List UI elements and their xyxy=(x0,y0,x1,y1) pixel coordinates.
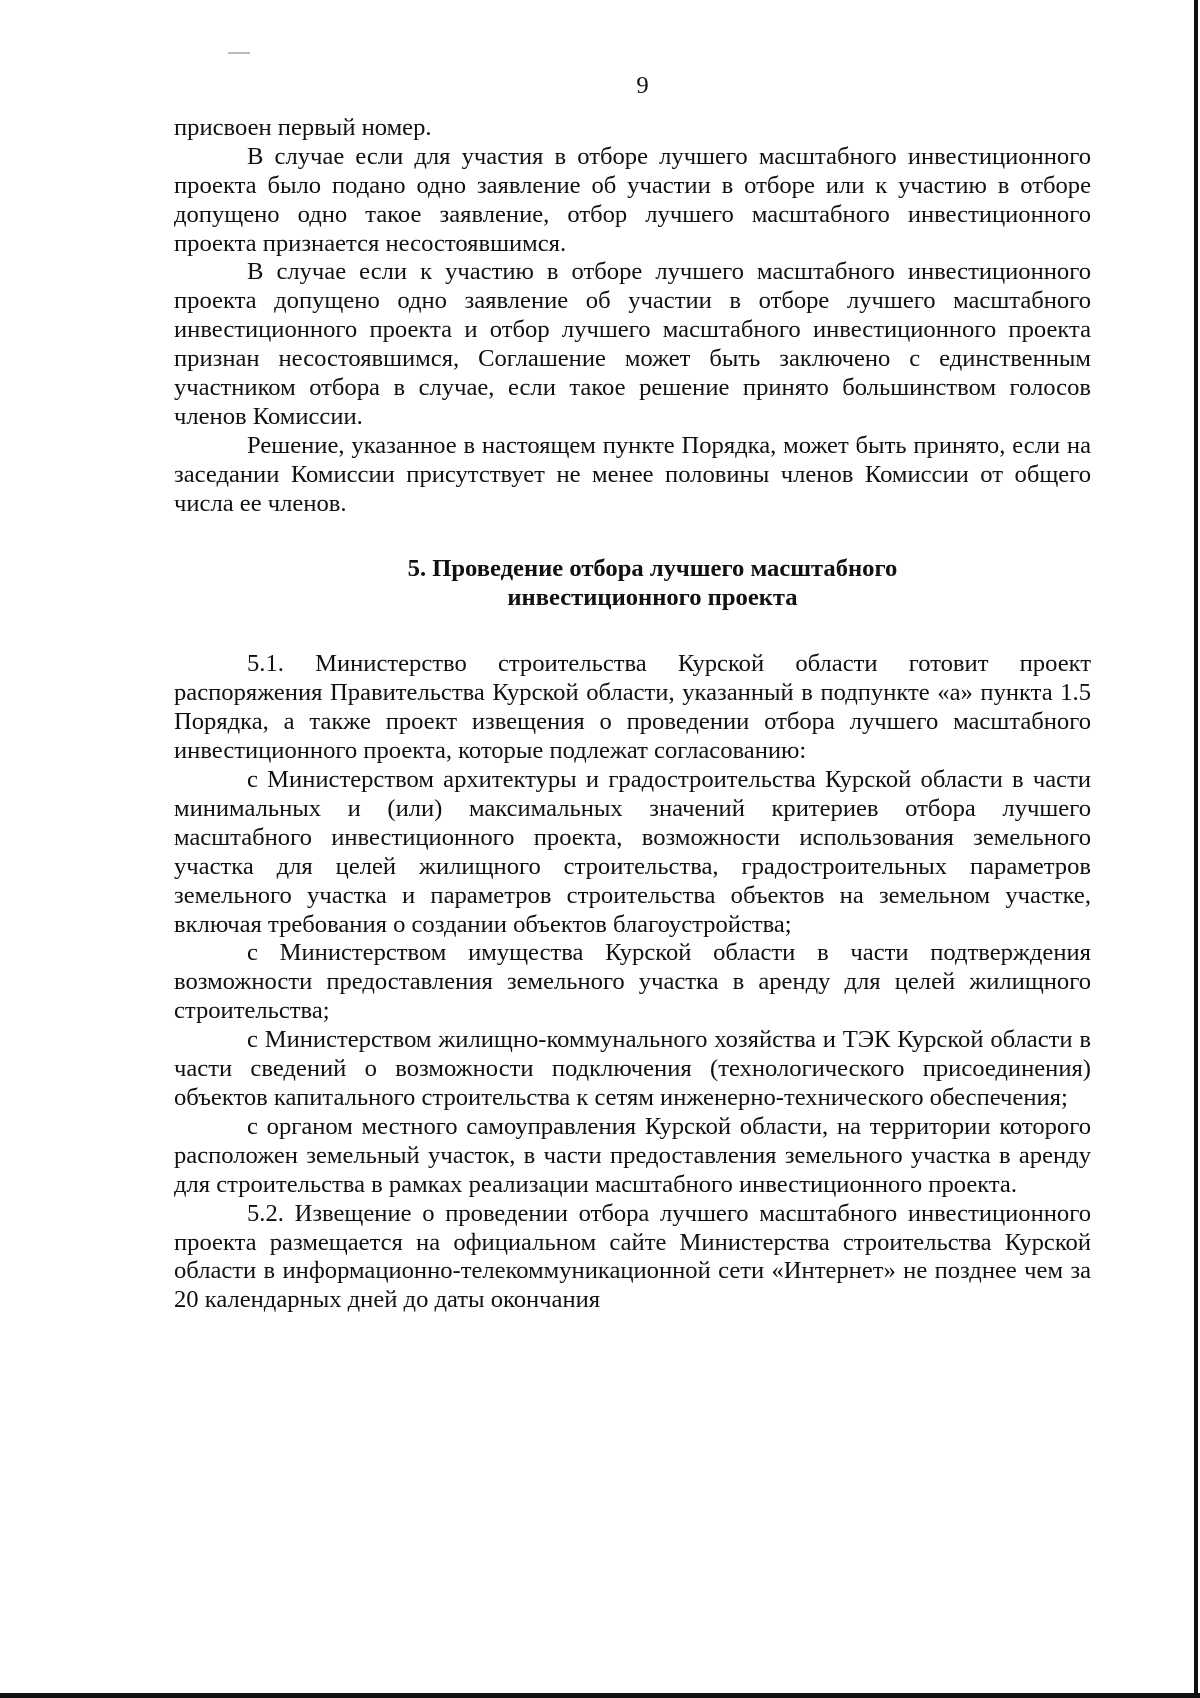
paragraph: с Министерством имущества Курской области в части подтверждения возможности предоставления земельного участка в аренду для целей жилищного строительства; xyxy=(174,939,1091,1025)
page-number: 9 xyxy=(636,72,649,99)
paragraph: В случае если для участия в отборе лучшего масштабного инвестиционного проекта было подано одно заявление об участии в отборе или к участию в отборе допущено одно такое заявление, отбор лучшего масштабного инвестиционного проекта признается несостоявшимся. xyxy=(174,142,1091,257)
document-body xyxy=(174,72,1091,1315)
paragraph: с Министерством архитектуры и градостроительства Курской области в части минимальных и (или) максимальных значений критериев отбора лучшего масштабного инвестиционного проекта, возможности использования земельного участка для целей жилищного строительства, градостроительных параметров земельного участка и параметров строительства объектов на земельном участке, включая требования о создании объектов благоустройства; xyxy=(174,766,1091,938)
paragraph: 5.2. Извещение о проведении отбора лучшего масштабного инвестиционного проекта размещается на официальном сайте Министерства строительства Курской области в информационно-телекоммуникационной сети «Интернет» не позднее чем за 20 календарных дней до даты окончания xyxy=(174,1199,1091,1314)
section-heading-line: 5. Проведение отбора лучшего масштабного xyxy=(407,554,898,582)
section-heading-line: инвестиционного проекта xyxy=(507,583,798,611)
paragraph: Решение, указанное в настоящем пункте Порядка, может быть принято, если на заседании Комиссии присутствует не менее половины членов Комиссии от общего числа ее членов. xyxy=(174,431,1091,517)
scan-speck xyxy=(228,52,250,54)
paragraph: с органом местного самоуправления Курской области, на территории которого расположен земельный участок, в части предоставления земельного участка в аренду для строительства в рамках реализации масштабного инвестиционного проекта. xyxy=(174,1112,1091,1198)
scan-edge-bottom xyxy=(0,1693,1200,1698)
scan-edge-right xyxy=(1194,0,1198,1698)
paragraph: с Министерством жилищно-коммунального хозяйства и ТЭК Курской области в части сведений о возможности подключения (технологического присоединения) объектов капитального строительства к сетям инженерно-технического обеспечения; xyxy=(174,1026,1091,1111)
paragraph: присвоен первый номер. xyxy=(174,113,432,141)
section-heading xyxy=(174,555,1091,613)
paragraph: 5.1. Министерство строительства Курской области готовит проект распоряжения Правительства Курской области, указанный в подпункте «а» пункта 1.5 Порядка, а также проект извещения о проведении отбора лучшего масштабного инвестиционного проекта, которые подлежат согласованию: xyxy=(174,650,1091,765)
paragraph: В случае если к участию в отборе лучшего масштабного инвестиционного проекта допущено одно заявление об участии в отборе лучшего масштабного инвестиционного проекта и отбор лучшего масштабного инвестиционного проекта признан несостоявшимся, Соглашение может быть заключено с единственным участником отбора в случае, если такое решение принято большинством голосов членов Комиссии. xyxy=(174,258,1091,430)
